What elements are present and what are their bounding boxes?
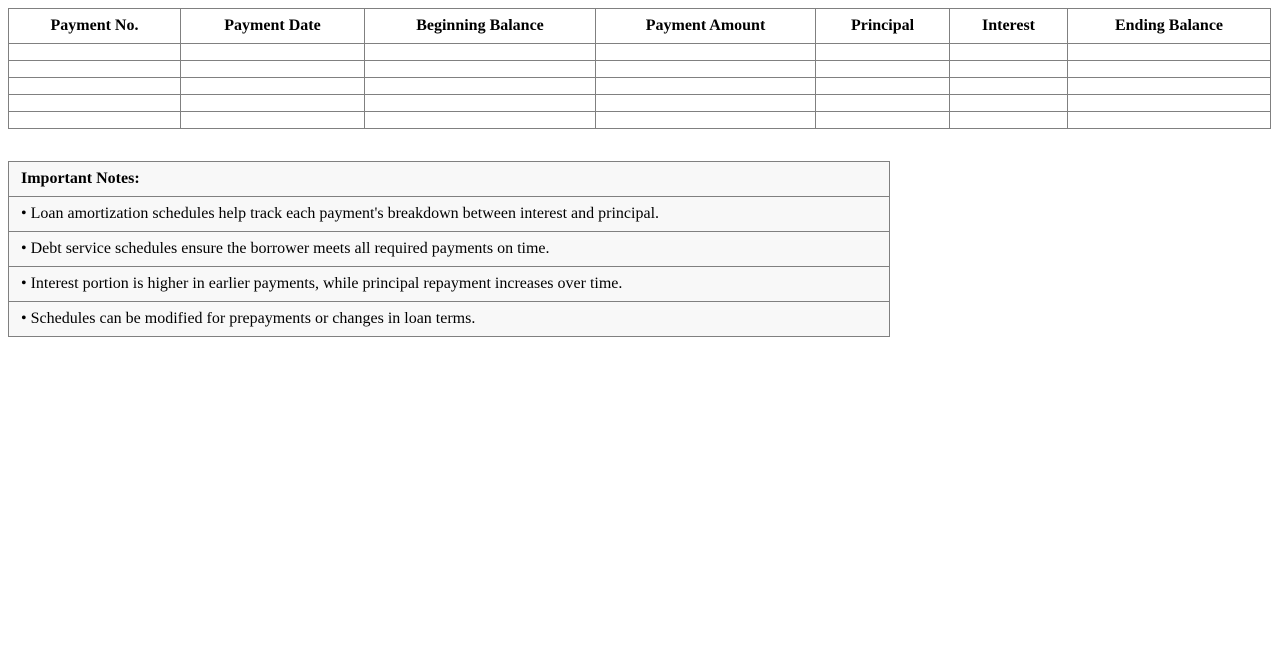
important-notes-box <box>8 161 890 337</box>
table-cell <box>365 95 596 112</box>
table-cell <box>1068 112 1271 129</box>
column-header-payment-amount: Payment Amount <box>596 9 816 44</box>
table-cell <box>1068 61 1271 78</box>
table-cell <box>1068 78 1271 95</box>
table-cell <box>181 95 365 112</box>
table-cell <box>365 44 596 61</box>
note-item: • Interest portion is higher in earlier payments, while principal repayment increases over time. <box>8 267 890 302</box>
table-cell <box>9 61 181 78</box>
table-row <box>9 78 1271 95</box>
notes-title: Important Notes: <box>8 161 890 197</box>
column-header-payment-date: Payment Date <box>181 9 365 44</box>
table-cell <box>816 61 950 78</box>
table-cell <box>816 112 950 129</box>
table-cell <box>596 112 816 129</box>
column-header-payment-no: Payment No. <box>9 9 181 44</box>
table-cell <box>365 112 596 129</box>
table-row <box>9 61 1271 78</box>
table-cell <box>365 61 596 78</box>
table-cell <box>816 44 950 61</box>
table-cell <box>365 78 596 95</box>
table-cell <box>1068 95 1271 112</box>
column-header-ending-balance: Ending Balance <box>1068 9 1271 44</box>
table-cell <box>9 112 181 129</box>
note-item: • Debt service schedules ensure the borrower meets all required payments on time. <box>8 232 890 267</box>
column-header-beginning-balance: Beginning Balance <box>365 9 596 44</box>
table-cell <box>816 78 950 95</box>
table-cell <box>950 78 1068 95</box>
table-cell <box>816 95 950 112</box>
table-cell <box>950 112 1068 129</box>
table-cell <box>181 61 365 78</box>
table-cell <box>950 44 1068 61</box>
note-item: • Schedules can be modified for prepayments or changes in loan terms. <box>8 302 890 337</box>
table-cell <box>596 61 816 78</box>
table-cell <box>181 78 365 95</box>
table-cell <box>1068 44 1271 61</box>
table-cell <box>950 95 1068 112</box>
amortization-schedule-table <box>8 8 1271 129</box>
table-row <box>9 44 1271 61</box>
table-cell <box>9 95 181 112</box>
table-cell <box>596 78 816 95</box>
table-cell <box>9 44 181 61</box>
note-item: • Loan amortization schedules help track each payment's breakdown between interest and principal. <box>8 197 890 232</box>
column-header-principal: Principal <box>816 9 950 44</box>
table-cell <box>596 95 816 112</box>
table-cell <box>181 44 365 61</box>
table-cell <box>9 78 181 95</box>
table-header-row <box>9 9 1271 44</box>
table-cell <box>596 44 816 61</box>
table-row <box>9 95 1271 112</box>
table-row <box>9 112 1271 129</box>
column-header-interest: Interest <box>950 9 1068 44</box>
table-cell <box>181 112 365 129</box>
table-cell <box>950 61 1068 78</box>
